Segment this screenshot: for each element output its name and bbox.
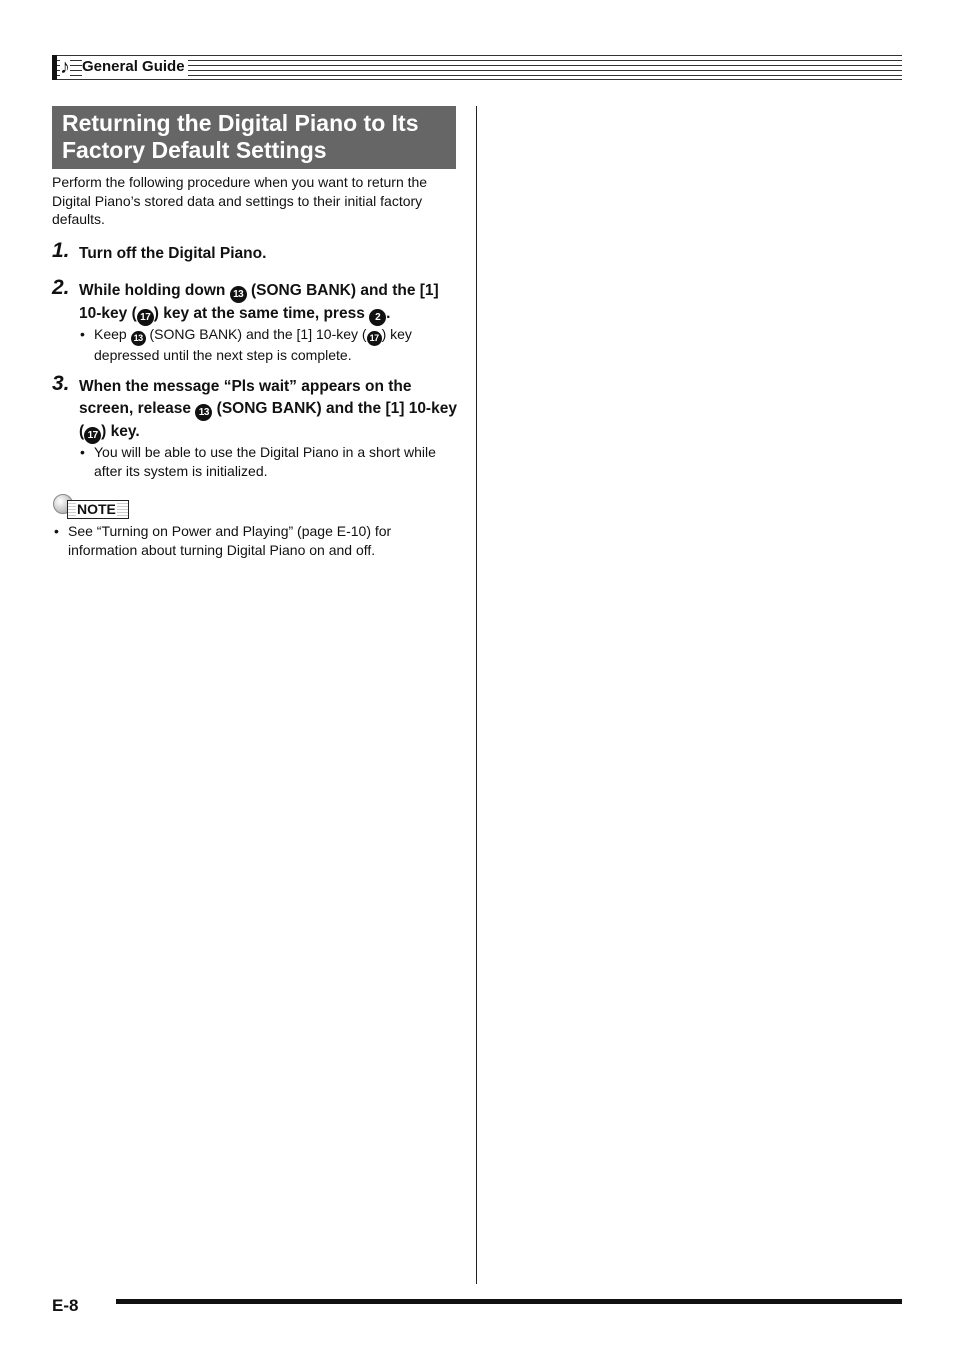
note-label: NOTE bbox=[77, 501, 116, 517]
key-ref-13-icon: 13 bbox=[195, 404, 212, 421]
step-bullet: • Keep 13 (SONG BANK) and the [1] 10-key ( 17 ) key depressed until the next step is complete. bbox=[80, 326, 412, 363]
running-header bbox=[52, 55, 902, 80]
bullet-text-part: (SONG BANK) and the [1] 10-key ( bbox=[149, 326, 367, 342]
column-divider bbox=[476, 106, 477, 1284]
section-title-line2: Factory Default Settings bbox=[62, 137, 327, 163]
key-ref-17-icon: 17 bbox=[137, 309, 154, 326]
step-bullet: • You will be able to use the Digital Piano in a short while after its system is initialized. bbox=[80, 443, 460, 480]
key-ref-17-icon: 17 bbox=[84, 427, 101, 444]
key-ref-13-icon: 13 bbox=[230, 286, 247, 303]
music-note-icon: ♪ bbox=[60, 56, 70, 78]
footer-rule bbox=[116, 1299, 902, 1304]
step-number: 1. bbox=[52, 239, 70, 262]
step-text bbox=[79, 280, 459, 326]
page-number: E-8 bbox=[52, 1296, 79, 1315]
bullet-text-part: ) key depressed until the next step is complete. bbox=[94, 326, 412, 363]
key-ref-13-icon: 13 bbox=[131, 331, 146, 346]
section-title-line1: Returning the Digital Piano to Its bbox=[62, 110, 419, 136]
intro-paragraph: Perform the following procedure when you want to return the Digital Piano’s stored data and settings to their initial factory defaults. bbox=[52, 174, 428, 227]
step-text-part: . bbox=[386, 305, 391, 322]
step-text: Turn off the Digital Piano. bbox=[79, 245, 267, 262]
bullet-text-part: Keep bbox=[94, 326, 127, 342]
key-ref-17-icon: 17 bbox=[367, 331, 382, 346]
step-text-part: While holding down bbox=[79, 282, 226, 299]
step-text-part: (SONG BANK) and the [1] 10-key ( bbox=[79, 282, 439, 322]
step-text-part: ) key at the same time, press bbox=[153, 305, 365, 322]
step-text bbox=[79, 376, 459, 444]
note-badge bbox=[53, 494, 131, 520]
step-text-part: (SONG BANK) and the [1] 10-key ( bbox=[79, 400, 457, 440]
header-title: General Guide bbox=[82, 57, 188, 77]
step-text-part: ) key. bbox=[101, 423, 140, 440]
note-text: • See “Turning on Power and Playing” (page E-10) for information about turning Digital Piano on and off. bbox=[54, 522, 454, 559]
step-number: 3. bbox=[52, 372, 70, 395]
step-text-part: When the message “Pls wait” appears on the screen, release bbox=[79, 378, 412, 417]
section-title bbox=[52, 106, 456, 169]
note-bullet-text: See “Turning on Power and Playing” (page E-10) for information about turning Digital Piano on and off. bbox=[68, 523, 392, 558]
key-ref-2-icon: 2 bbox=[369, 309, 386, 326]
step-number: 2. bbox=[52, 276, 70, 299]
bullet-text: You will be able to use the Digital Piano in a short while after its system is initialized. bbox=[94, 444, 436, 479]
